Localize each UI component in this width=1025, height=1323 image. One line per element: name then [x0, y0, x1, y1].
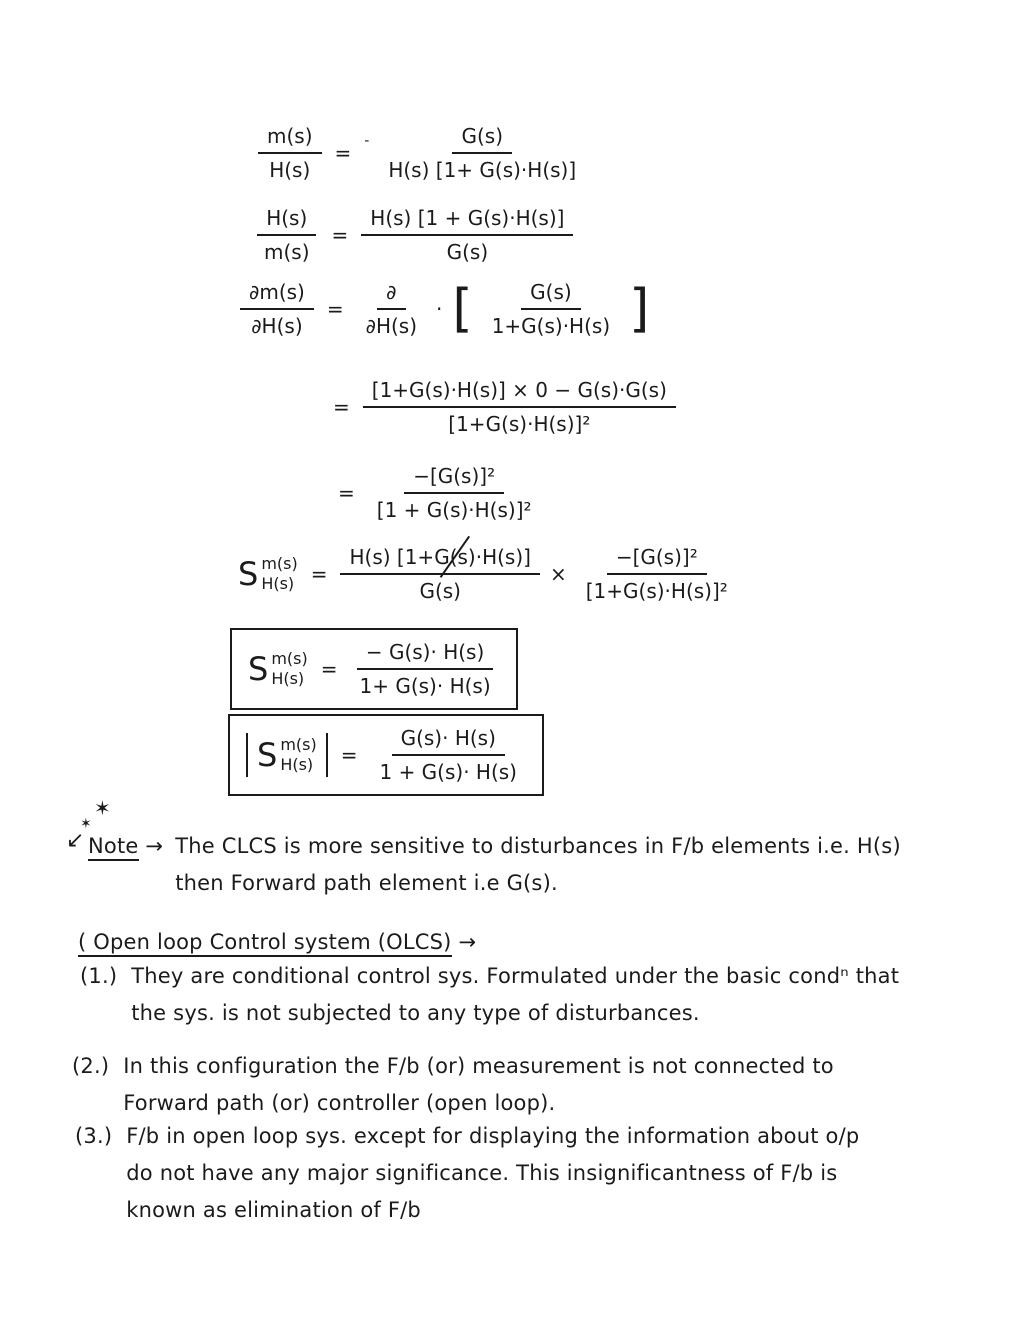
denominator: 1+ G(s)· H(s)	[359, 674, 491, 698]
point-number: (1.)	[80, 964, 118, 988]
right-bracket: ]	[629, 278, 650, 339]
equation-h-over-m	[255, 206, 573, 264]
denominator: G(s)	[419, 579, 461, 603]
times-sign: ×	[549, 562, 567, 586]
equals-sign: =	[340, 743, 358, 767]
fraction	[370, 726, 526, 784]
denominator: G(s)	[446, 240, 489, 264]
numerator: m(s)	[258, 124, 322, 154]
numerator: H(s) [1 + G(s)·H(s)]	[361, 206, 573, 236]
denominator: 1 + G(s)· H(s)	[379, 760, 517, 784]
denominator: ∂H(s)	[251, 314, 303, 338]
arrow-icon: →	[458, 930, 477, 954]
numerator: ∂	[377, 280, 405, 310]
olcs-heading	[78, 924, 476, 961]
numerator-part: ·H(s)]	[475, 545, 531, 569]
olcs-heading-text: ( Open loop Control system (OLCS)	[78, 930, 452, 957]
denominator: H(s) [1+ G(s)·H(s)]	[388, 158, 577, 182]
note-text	[175, 828, 901, 902]
numerator: ∂m(s)	[240, 280, 314, 310]
subscript: H(s)	[261, 574, 295, 593]
note-label-text: Note	[88, 834, 139, 861]
arrow-icon: ↙	[66, 828, 85, 853]
point-number: (2.)	[72, 1054, 110, 1078]
numerator: G(s)	[452, 124, 512, 154]
numerator	[340, 545, 539, 575]
numerator: −[G(s)]²	[607, 545, 707, 575]
point-text	[131, 958, 899, 1032]
numerator: [1+G(s)·H(s)] × 0 − G(s)·G(s)	[363, 378, 676, 408]
equals-sign: =	[333, 395, 350, 419]
sensitivity-scripts	[261, 554, 297, 594]
cancelled-term: G(s)	[434, 545, 476, 569]
boxed-sensitivity-result	[230, 628, 518, 710]
arrow-icon: →	[145, 834, 164, 858]
equals-sign: =	[320, 657, 338, 681]
absolute-value-bars	[246, 733, 328, 777]
point-line: Forward path (or) controller (open loop).	[123, 1090, 556, 1115]
superscript: m(s)	[280, 735, 317, 754]
s-letter: S	[238, 555, 259, 593]
equation-quotient-rule	[330, 378, 676, 436]
fraction	[363, 378, 676, 436]
sensitivity-symbol	[257, 735, 317, 775]
point-number: (3.)	[75, 1124, 113, 1148]
olcs-point-1	[80, 958, 899, 1032]
numerator-part: H(s) [1+	[349, 545, 435, 569]
denominator: [1+G(s)·H(s)]²	[448, 412, 591, 436]
point-text	[123, 1048, 834, 1122]
fraction	[577, 545, 737, 603]
olcs-point-3	[75, 1118, 859, 1228]
point-line: They are conditional control sys. Formulated under the basic condⁿ that	[131, 964, 900, 988]
numerator: G(s)· H(s)	[392, 726, 505, 756]
star-icon: ✶	[94, 796, 111, 820]
boxed-magnitude-result	[228, 714, 544, 796]
left-bracket: [	[452, 278, 473, 339]
denominator: 1+G(s)·H(s)	[491, 314, 611, 338]
subscript: H(s)	[271, 669, 305, 688]
equals-sign: =	[338, 481, 355, 505]
sensitivity-symbol	[238, 554, 298, 594]
subscript: H(s)	[280, 755, 314, 774]
superscript: m(s)	[271, 649, 308, 668]
fraction	[357, 280, 426, 338]
fraction	[350, 640, 499, 698]
sensitivity-scripts	[280, 735, 316, 775]
fraction	[340, 545, 539, 603]
fraction	[258, 124, 322, 182]
denominator: m(s)	[264, 240, 310, 264]
point-text	[126, 1118, 859, 1228]
s-letter: S	[248, 650, 269, 688]
point-line: In this configuration the F/b (or) measurement is not connected to	[123, 1054, 834, 1078]
denominator: ∂H(s)	[365, 314, 418, 338]
numerator: − G(s)· H(s)	[357, 640, 493, 670]
dot-operator: ·	[436, 297, 443, 321]
denominator: H(s)	[269, 158, 311, 182]
equals-sign: =	[310, 562, 328, 586]
equation-partial-derivative	[240, 280, 649, 338]
note-section	[88, 828, 901, 902]
fraction	[483, 280, 619, 338]
sensitivity-symbol	[248, 649, 308, 689]
equals-sign: =	[326, 297, 344, 321]
numerator: −[G(s)]²	[404, 464, 504, 494]
point-line: known as elimination of F/b	[126, 1197, 421, 1222]
equation-sensitivity-product	[238, 545, 737, 603]
sensitivity-scripts	[271, 649, 307, 689]
equation-m-over-h	[258, 124, 585, 182]
point-line: the sys. is not subjected to any type of disturbances.	[131, 1000, 700, 1025]
note-line: The CLCS is more sensitive to disturbances in F/b elements i.e. H(s)	[175, 834, 901, 858]
fraction	[379, 124, 585, 182]
fraction	[255, 206, 319, 264]
olcs-point-2	[72, 1048, 834, 1122]
star-icon: ✶	[80, 816, 92, 832]
note-line: then Forward path element i.e G(s).	[175, 870, 558, 895]
equation-simplified-derivative	[335, 464, 541, 522]
fraction	[361, 206, 573, 264]
denominator: [1 + G(s)·H(s)]²	[376, 498, 532, 522]
denominator: [1+G(s)·H(s)]²	[585, 579, 728, 603]
numerator: G(s)	[521, 280, 581, 310]
fraction	[368, 464, 541, 522]
s-letter: S	[257, 736, 278, 774]
equals-sign: =	[334, 141, 352, 165]
superscript: m(s)	[261, 554, 298, 573]
stray-dash: -	[364, 133, 370, 149]
fraction	[240, 280, 314, 338]
equals-sign: =	[331, 223, 349, 247]
numerator: H(s)	[257, 206, 316, 236]
point-line: F/b in open loop sys. except for displaying the information about o/p	[126, 1124, 860, 1148]
note-label	[88, 828, 163, 865]
point-line: do not have any major significance. This insignificantness of F/b is	[126, 1160, 838, 1185]
